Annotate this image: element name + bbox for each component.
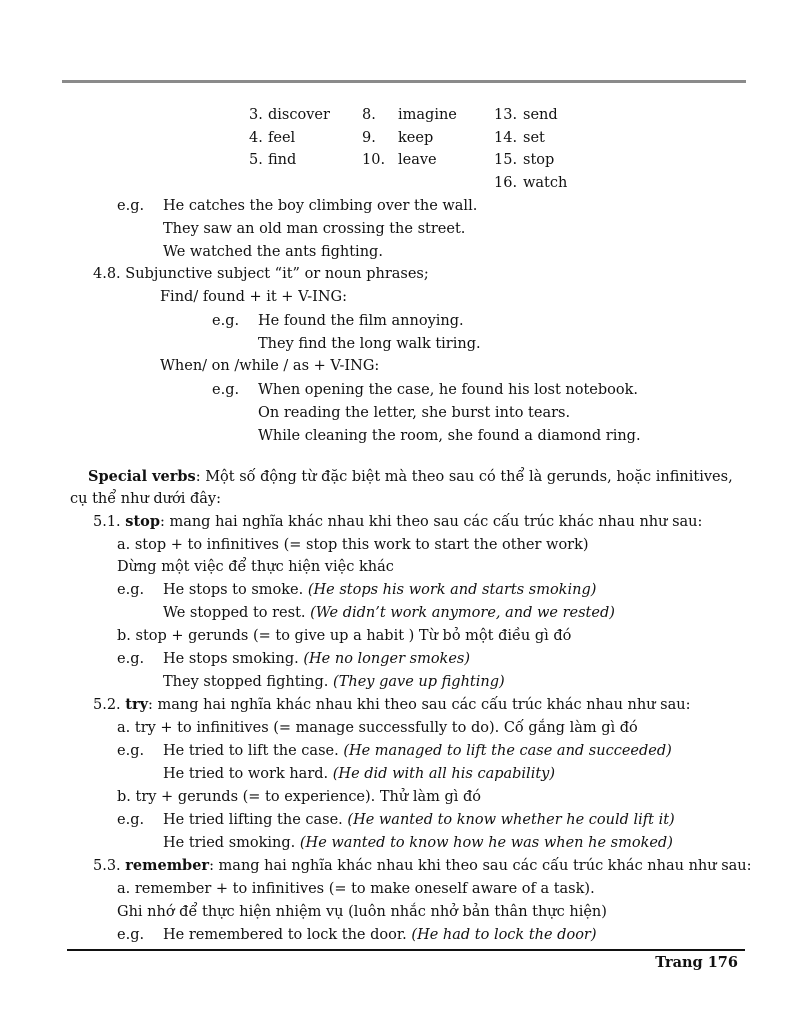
list-item-number: 15. xyxy=(494,152,518,168)
special-verbs-intro-cont: cụ thể như dưới đây: xyxy=(70,491,221,507)
list-item: set xyxy=(523,130,545,146)
page-number: Trang 176 xyxy=(655,954,738,971)
example-sentence: They saw an old man crossing the street. xyxy=(163,221,466,237)
list-item-number: 13. xyxy=(494,107,518,123)
example-sentence: We stopped to rest. (We didn’t work anymore, and we rested) xyxy=(163,605,615,621)
section-heading: 4.8. Subjunctive subject “it” or noun phrases; xyxy=(93,266,429,282)
list-item: imagine xyxy=(398,107,457,123)
list-item-number: 5. xyxy=(249,152,263,168)
example-sentence: He tried lifting the case. (He wanted to know whether he could lift it) xyxy=(163,812,675,828)
example-sentence: They stopped fighting. (They gave up fighting) xyxy=(163,674,505,690)
section-heading-try: 5.2. try: mang hai nghĩa khác nhau khi theo sau các cấu trúc khác nhau như sau: xyxy=(93,696,691,713)
example-sentence: He stops smoking. (He no longer smokes) xyxy=(163,651,471,667)
example-sentence: He tried smoking. (He wanted to know how he was when he smoked) xyxy=(163,835,673,851)
example-sentence: They find the long walk tiring. xyxy=(258,336,481,352)
list-item-number: 14. xyxy=(494,130,518,146)
example-sentence: He found the film annoying. xyxy=(258,313,464,329)
list-item: keep xyxy=(398,130,434,146)
section-heading-remember: 5.3. remember: mang hai nghĩa khác nhau khi theo sau các cấu trúc khác nhau như sau: xyxy=(93,857,752,874)
list-item: stop xyxy=(523,152,555,168)
list-item-number: 4. xyxy=(249,130,263,146)
example-sentence: He catches the boy climbing over the wall. xyxy=(163,198,478,214)
example-sentence: On reading the letter, she burst into tears. xyxy=(258,405,571,421)
example-sentence: While cleaning the room, she found a diamond ring. xyxy=(258,428,641,444)
rule-line: a. try + to infinitives (= manage successfully to do). Cố gắng làm gì đó xyxy=(117,720,638,736)
special-verbs-intro: Special verbs: Một số động từ đặc biệt mà theo sau có thể là gerunds, hoặc infinitives, xyxy=(88,468,733,485)
list-item: leave xyxy=(398,152,437,168)
footer-rule xyxy=(67,949,745,951)
list-item-number: 9. xyxy=(362,130,376,146)
rule-line: a. stop + to infinitives (= stop this work to start the other work) xyxy=(117,537,589,553)
rule-translation: Ghi nhớ để thực hiện nhiệm vụ (luôn nhắc nhở bản thân thực hiện) xyxy=(117,904,607,920)
list-item-number: 16. xyxy=(494,175,518,191)
list-item: find xyxy=(268,152,297,168)
rule-translation: Dừng một việc để thực hiện việc khác xyxy=(117,559,394,575)
list-item: discover xyxy=(268,107,330,123)
rule-line: When/ on /while / as + V-ING: xyxy=(160,358,380,374)
eg-label: e.g. xyxy=(117,743,145,759)
eg-label: e.g. xyxy=(212,313,240,329)
eg-label: e.g. xyxy=(212,382,240,398)
list-item-number: 3. xyxy=(249,107,263,123)
rule-line: a. remember + to infinitives (= to make oneself aware of a task). xyxy=(117,881,595,897)
example-sentence: He tried to work hard. (He did with all his capability) xyxy=(163,766,556,782)
eg-label: e.g. xyxy=(117,812,145,828)
eg-label: e.g. xyxy=(117,198,145,214)
header-rule xyxy=(62,80,746,83)
rule-line: b. stop + gerunds (= to give up a habit ) Từ bỏ một điều gì đó xyxy=(117,628,572,644)
example-sentence: When opening the case, he found his lost notebook. xyxy=(258,382,639,398)
eg-label: e.g. xyxy=(117,927,145,943)
rule-line: b. try + gerunds (= to experience). Thử làm gì đó xyxy=(117,789,482,805)
list-item: send xyxy=(523,107,558,123)
example-sentence: He tried to lift the case. (He managed to lift the case and succeeded) xyxy=(163,743,672,759)
special-verbs-title: Special verbs xyxy=(88,468,196,485)
example-sentence: He remembered to lock the door. (He had to lock the door) xyxy=(163,927,597,943)
example-sentence: We watched the ants fighting. xyxy=(163,244,383,260)
eg-label: e.g. xyxy=(117,651,145,667)
example-sentence: He stops to smoke. (He stops his work and starts smoking) xyxy=(163,582,597,598)
section-heading-stop: 5.1. stop: mang hai nghĩa khác nhau khi theo sau các cấu trúc khác nhau như sau: xyxy=(93,513,703,530)
eg-label: e.g. xyxy=(117,582,145,598)
list-item: feel xyxy=(268,130,296,146)
rule-line: Find/ found + it + V-ING: xyxy=(160,289,347,305)
list-item: watch xyxy=(523,175,568,191)
list-item-number: 10. xyxy=(362,152,386,168)
list-item-number: 8. xyxy=(362,107,376,123)
